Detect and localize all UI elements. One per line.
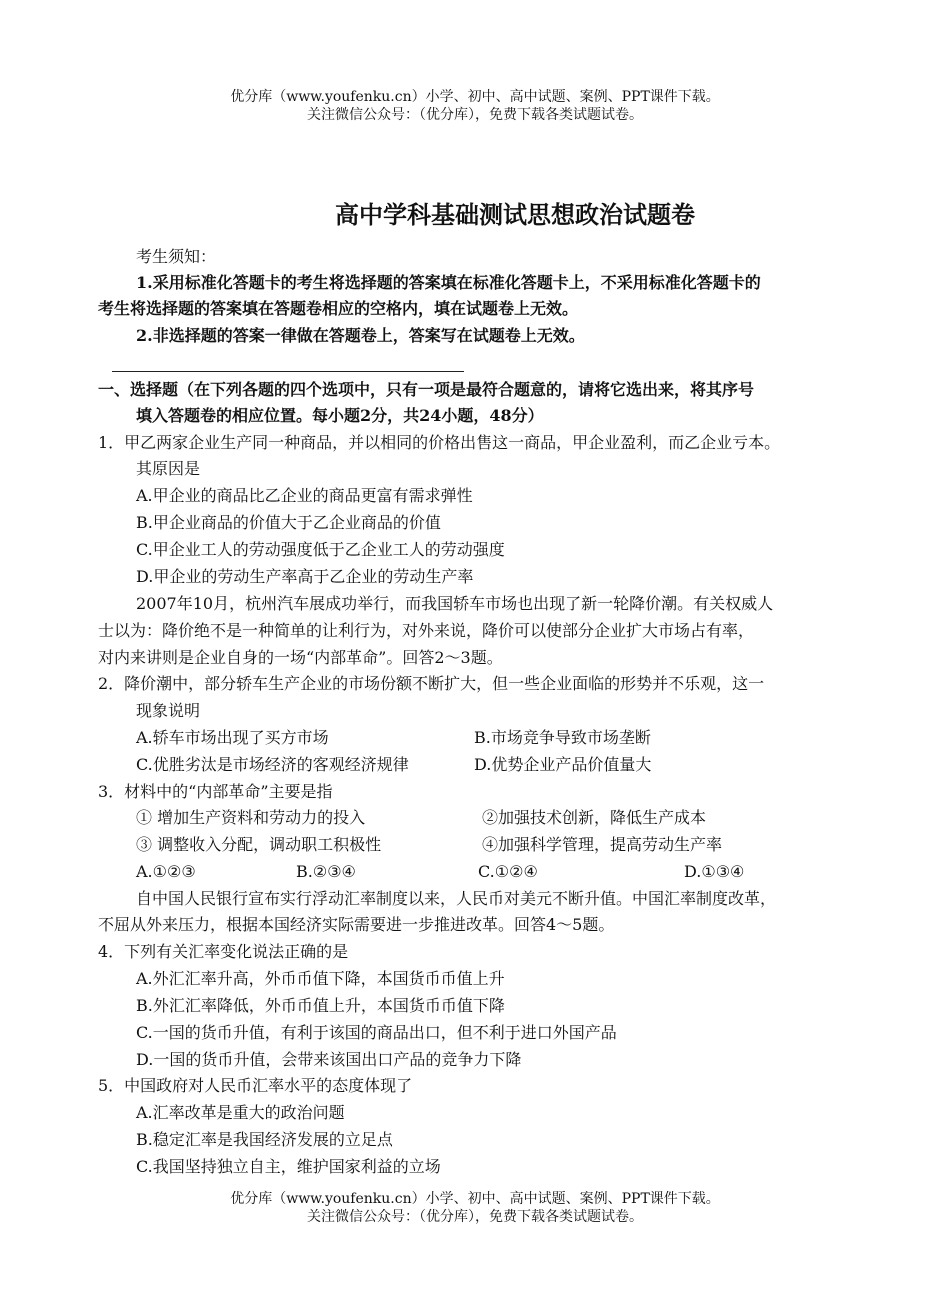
q5-stem: 5．中国政府对人民币汇率水平的态度体现了 [98,1076,413,1095]
q1-stem-line1: 1．甲乙两家企业生产同一种商品，并以相同的价格出售这一商品，甲企业盈利，而乙企业亏本。 [98,433,781,452]
q3-option-c: C.①②④ [478,862,538,881]
q1-option-d: D.甲企业的劳动生产率高于乙企业的劳动生产率 [136,567,474,586]
q4-option-c: C.一国的货币升值，有利于该国的商品出口，但不利于进口外国产品 [136,1023,617,1042]
header-watermark-line1: 优分库（www.youfenku.cn）小学、初中、高中试题、案例、PPT课件下载。 [230,89,720,105]
q5-option-c: C.我国坚持独立自主，维护国家利益的立场 [136,1157,441,1176]
footer-watermark-line1: 优分库（www.youfenku.cn）小学、初中、高中试题、案例、PPT课件下载。 [230,1191,720,1207]
q2-option-a: A.轿车市场出现了买方市场 [136,728,329,747]
q3-item-3: ③ 调整收入分配，调动职工积极性 [136,835,382,854]
section1-heading-line2: 填入答题卷的相应位置。每小题2分，共24小题，48分） [136,406,544,425]
q3-item-4: ④加强科学管理，提高劳动生产率 [482,835,723,854]
q5-option-a: A.汇率改革是重大的政治问题 [136,1103,345,1122]
q2-option-c: C.优胜劣汰是市场经济的客观经济规律 [136,755,409,774]
q3-option-a: A.①②③ [136,862,196,881]
q5-option-b: B.稳定汇率是我国经济发展的立足点 [136,1130,393,1149]
q2-option-b: B.市场竞争导致市场垄断 [474,728,651,747]
q2-stem-line1: 2．降价潮中，部分轿车生产企业的市场份额不断扩大，但一些企业面临的形势并不乐观，这一 [98,674,765,693]
material2-line2: 不屈从外来压力，根据本国经济实际需要进一步推进改革。回答4～5题。 [98,915,615,934]
q1-option-c: C.甲企业工人的劳动强度低于乙企业工人的劳动强度 [136,540,505,559]
q3-stem: 3．材料中的“内部革命”主要是指 [98,782,333,801]
footer-watermark-line2: 关注微信公众号：（优分库），免费下载各类试题试卷。 [307,1209,643,1225]
material1-line1: 2007年10月，杭州汽车展成功举行，而我国轿车市场也出现了新一轮降价潮。有关权威人 [136,594,774,613]
q3-option-d: D.①③④ [684,862,745,881]
page-title: 高中学科基础测试思想政治试题卷 [335,201,695,229]
q3-item-2: ②加强技术创新，降低生产成本 [482,808,707,827]
material1-line3: 对内来讲则是企业自身的一场“内部革命”。回答2～3题。 [98,648,503,667]
q4-stem: 4．下列有关汇率变化说法正确的是 [98,942,349,961]
q3-item-1: ① 增加生产资料和劳动力的投入 [136,808,366,827]
q3-option-b: B.②③④ [296,862,356,881]
q2-option-d: D.优势企业产品价值量大 [474,755,652,774]
notice-heading: 考生须知： [136,247,217,266]
header-watermark-line2: 关注微信公众号：（优分库），免费下载各类试题试卷。 [307,107,643,123]
notice-item1-line2: 考生将选择题的答案填在答题卷相应的空格内，填在试题卷上无效。 [98,299,579,318]
divider-line [112,371,464,372]
material1-line2: 士以为：降价绝不是一种简单的让利行为，对外来说，降价可以使部分企业扩大市场占有率， [98,621,755,640]
q1-stem-line2: 其原因是 [136,459,201,478]
q4-option-b: B.外汇汇率降低，外币币值上升，本国货币币值下降 [136,996,505,1015]
q1-option-a: A.甲企业的商品比乙企业的商品更富有需求弹性 [136,486,473,505]
section1-heading-line1: 一、选择题（在下列各题的四个选项中，只有一项是最符合题意的，请将它选出来，将其序号 [98,380,755,399]
notice-item1-line1: 1.采用标准化答题卡的考生将选择题的答案填在标准化答题卡上，不采用标准化答题卡的 [136,273,761,292]
q2-stem-line2: 现象说明 [136,701,201,720]
q1-option-b: B.甲企业商品的价值大于乙企业商品的价值 [136,513,441,532]
notice-item2: 2.非选择题的答案一律做在答题卷上，答案写在试题卷上无效。 [136,326,585,345]
q4-option-a: A.外汇汇率升高，外币币值下降，本国货币币值上升 [136,969,505,988]
material2-line1: 自中国人民银行宣布实行浮动汇率制度以来，人民币对美元不断升值。中国汇率制度改革， [136,889,777,908]
q4-option-d: D.一国的货币升值，会带来该国出口产品的竞争力下降 [136,1050,522,1069]
